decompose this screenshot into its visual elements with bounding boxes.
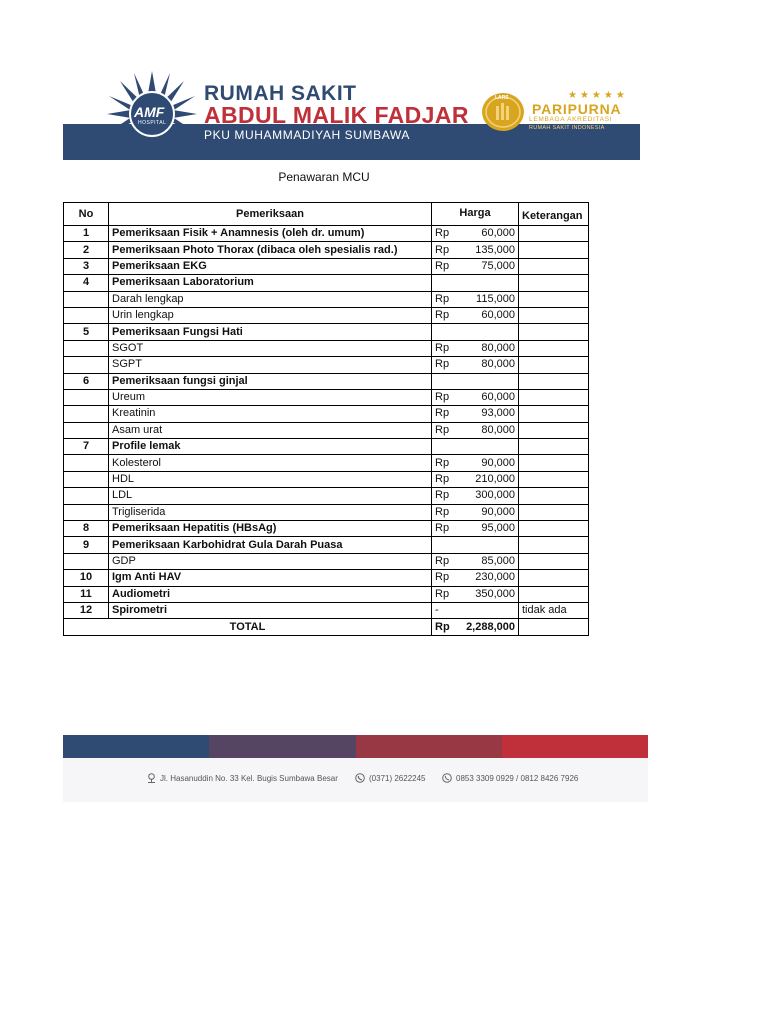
row-keterangan	[519, 324, 589, 340]
row-pemeriksaan: Pemeriksaan Fisik + Anamnesis (oleh dr. umum)	[109, 226, 432, 242]
row-currency	[432, 439, 460, 455]
row-currency: Rp	[432, 455, 460, 471]
table-row	[64, 324, 589, 340]
row-pemeriksaan: Pemeriksaan Photo Thorax (dibaca oleh spesialis rad.)	[109, 242, 432, 258]
row-amount	[460, 439, 519, 455]
row-keterangan	[519, 340, 589, 356]
row-pemeriksaan: Kreatinin	[109, 406, 432, 422]
row-pemeriksaan: Pemeriksaan fungsi ginjal	[109, 373, 432, 389]
row-amount: 80,000	[460, 357, 519, 373]
row-amount: 60,000	[460, 307, 519, 323]
phone-icon	[355, 773, 365, 785]
table-row	[64, 537, 589, 553]
row-pemeriksaan: Ureum	[109, 389, 432, 405]
table-row	[64, 504, 589, 520]
row-amount: 90,000	[460, 504, 519, 520]
row-pemeriksaan: Pemeriksaan EKG	[109, 258, 432, 274]
table-row	[64, 307, 589, 323]
badge-text: LARS	[495, 95, 509, 101]
row-pemeriksaan: Pemeriksaan Hepatitis (HBsAg)	[109, 521, 432, 537]
table-row	[64, 389, 589, 405]
row-currency	[432, 537, 460, 553]
table-row	[64, 422, 589, 438]
row-amount: 230,000	[460, 570, 519, 586]
row-keterangan	[519, 521, 589, 537]
table-row	[64, 553, 589, 569]
row-number	[64, 471, 109, 487]
row-keterangan	[519, 570, 589, 586]
row-keterangan	[519, 406, 589, 422]
table-row	[64, 471, 589, 487]
row-number	[64, 488, 109, 504]
row-pemeriksaan: GDP	[109, 553, 432, 569]
phone-text: (0371) 2622245	[369, 774, 426, 784]
row-currency: Rp	[432, 586, 460, 602]
row-pemeriksaan: Asam urat	[109, 422, 432, 438]
row-pemeriksaan: Profile lemak	[109, 439, 432, 455]
mcu-price-table	[63, 202, 589, 636]
row-currency: Rp	[432, 242, 460, 258]
letterhead	[63, 70, 640, 160]
accreditation-badge	[481, 92, 525, 132]
footer-phone	[355, 773, 426, 785]
table-row	[64, 570, 589, 586]
table-row	[64, 226, 589, 242]
row-number: 12	[64, 602, 109, 618]
table-row	[64, 586, 589, 602]
footer-band-segment	[502, 735, 648, 758]
hospital-name-line3: PKU MUHAMMADIYAH SUMBAWA	[204, 128, 410, 142]
row-number	[64, 357, 109, 373]
table-row	[64, 291, 589, 307]
total-currency: Rp	[432, 619, 460, 635]
row-number: 5	[64, 324, 109, 340]
row-number	[64, 307, 109, 323]
row-amount: 80,000	[460, 422, 519, 438]
row-keterangan	[519, 455, 589, 471]
row-amount	[460, 275, 519, 291]
row-keterangan	[519, 291, 589, 307]
table-row	[64, 488, 589, 504]
row-pemeriksaan: Igm Anti HAV	[109, 570, 432, 586]
accreditation-title: PARIPURNA	[532, 101, 622, 117]
row-currency: Rp	[432, 488, 460, 504]
row-currency: -	[432, 602, 460, 618]
row-keterangan	[519, 242, 589, 258]
table-row	[64, 242, 589, 258]
table-header-row	[64, 203, 589, 226]
row-number: 6	[64, 373, 109, 389]
row-currency: Rp	[432, 389, 460, 405]
table-row	[64, 258, 589, 274]
row-pemeriksaan: Kolesterol	[109, 455, 432, 471]
row-number	[64, 422, 109, 438]
row-pemeriksaan: SGPT	[109, 357, 432, 373]
row-number: 3	[64, 258, 109, 274]
row-pemeriksaan: Pemeriksaan Fungsi Hati	[109, 324, 432, 340]
row-keterangan	[519, 471, 589, 487]
row-currency: Rp	[432, 307, 460, 323]
row-keterangan	[519, 439, 589, 455]
row-pemeriksaan: Urin lengkap	[109, 307, 432, 323]
document-title: Penawaran MCU	[278, 170, 370, 184]
footer-band-segment	[63, 735, 209, 758]
footer-address	[147, 773, 338, 785]
row-pemeriksaan: Trigliserida	[109, 504, 432, 520]
row-currency: Rp	[432, 570, 460, 586]
table-row	[64, 439, 589, 455]
row-pemeriksaan: Pemeriksaan Laboratorium	[109, 275, 432, 291]
row-number: 10	[64, 570, 109, 586]
row-number	[64, 340, 109, 356]
row-pemeriksaan: HDL	[109, 471, 432, 487]
header-harga: Harga	[432, 203, 519, 226]
row-pemeriksaan: Audiometri	[109, 586, 432, 602]
row-number: 1	[64, 226, 109, 242]
logo-text: AMF	[134, 104, 165, 120]
accreditation-subtitle: LEMBAGA AKREDITASI	[529, 116, 613, 123]
row-number: 11	[64, 586, 109, 602]
row-number: 2	[64, 242, 109, 258]
row-currency	[432, 324, 460, 340]
footer-band-segment	[356, 735, 502, 758]
row-keterangan	[519, 307, 589, 323]
row-amount: 210,000	[460, 471, 519, 487]
total-keterangan	[519, 619, 589, 635]
row-number	[64, 406, 109, 422]
row-amount: 90,000	[460, 455, 519, 471]
header-no: No	[64, 203, 109, 226]
row-keterangan	[519, 275, 589, 291]
table-row	[64, 602, 589, 618]
table-row	[64, 406, 589, 422]
row-amount: 350,000	[460, 586, 519, 602]
total-amount: 2,288,000	[460, 619, 519, 635]
hospital-name-line1: RUMAH SAKIT	[204, 82, 357, 105]
table-row	[64, 275, 589, 291]
hospital-name-line2: ABDUL MALIK FADJAR	[204, 102, 469, 128]
accreditation-subtitle-2: RUMAH SAKIT INDONESIA	[529, 125, 605, 131]
row-pemeriksaan: SGOT	[109, 340, 432, 356]
header-keterangan: Keterangan	[519, 203, 589, 226]
table-row	[64, 357, 589, 373]
row-keterangan	[519, 258, 589, 274]
logo-subtext: HOSPITAL	[138, 120, 167, 126]
row-number	[64, 389, 109, 405]
table-row	[64, 373, 589, 389]
row-currency: Rp	[432, 504, 460, 520]
row-currency: Rp	[432, 521, 460, 537]
row-keterangan	[519, 373, 589, 389]
total-label: TOTAL	[64, 619, 432, 635]
row-keterangan	[519, 586, 589, 602]
row-number	[64, 291, 109, 307]
row-keterangan	[519, 553, 589, 569]
table-row	[64, 340, 589, 356]
row-currency: Rp	[432, 406, 460, 422]
row-number: 7	[64, 439, 109, 455]
footer-whatsapp	[442, 773, 578, 785]
row-currency	[432, 373, 460, 389]
row-pemeriksaan: Pemeriksaan Karbohidrat Gula Darah Puasa	[109, 537, 432, 553]
row-amount: 60,000	[460, 226, 519, 242]
row-currency: Rp	[432, 422, 460, 438]
address-text: Jl. Hasanuddin No. 33 Kel. Bugis Sumbawa Besar	[160, 774, 338, 784]
hospital-logo	[107, 71, 197, 157]
row-amount: 93,000	[460, 406, 519, 422]
row-amount	[460, 373, 519, 389]
row-amount	[460, 602, 519, 618]
row-amount: 75,000	[460, 258, 519, 274]
row-keterangan	[519, 504, 589, 520]
row-currency: Rp	[432, 226, 460, 242]
row-amount	[460, 537, 519, 553]
row-amount: 80,000	[460, 340, 519, 356]
footer-contact	[63, 758, 648, 802]
header-pemeriksaan: Pemeriksaan	[109, 203, 432, 226]
whatsapp-icon	[442, 773, 452, 785]
total-row	[64, 619, 589, 635]
row-amount: 95,000	[460, 521, 519, 537]
row-number	[64, 553, 109, 569]
row-currency: Rp	[432, 291, 460, 307]
table-row	[64, 455, 589, 471]
row-number: 9	[64, 537, 109, 553]
row-number	[64, 455, 109, 471]
row-amount: 135,000	[460, 242, 519, 258]
row-keterangan: tidak ada	[519, 602, 589, 618]
row-keterangan	[519, 226, 589, 242]
row-currency	[432, 275, 460, 291]
row-currency: Rp	[432, 357, 460, 373]
row-keterangan	[519, 422, 589, 438]
row-number: 8	[64, 521, 109, 537]
location-pin-icon	[147, 773, 156, 785]
row-number: 4	[64, 275, 109, 291]
footer-band-segment	[209, 735, 355, 758]
row-amount: 115,000	[460, 291, 519, 307]
footer-color-band	[63, 735, 648, 758]
row-pemeriksaan: Darah lengkap	[109, 291, 432, 307]
row-amount: 60,000	[460, 389, 519, 405]
row-keterangan	[519, 357, 589, 373]
row-keterangan	[519, 537, 589, 553]
table-row	[64, 521, 589, 537]
row-amount: 85,000	[460, 553, 519, 569]
row-keterangan	[519, 389, 589, 405]
row-amount	[460, 324, 519, 340]
row-pemeriksaan: LDL	[109, 488, 432, 504]
whatsapp-text: 0853 3309 0929 / 0812 8426 7926	[456, 774, 579, 784]
row-pemeriksaan: Spirometri	[109, 602, 432, 618]
accreditation-stars: ★★★★★	[568, 90, 628, 101]
row-currency: Rp	[432, 471, 460, 487]
row-amount: 300,000	[460, 488, 519, 504]
row-keterangan	[519, 488, 589, 504]
row-currency: Rp	[432, 340, 460, 356]
row-currency: Rp	[432, 553, 460, 569]
row-currency: Rp	[432, 258, 460, 274]
row-number	[64, 504, 109, 520]
